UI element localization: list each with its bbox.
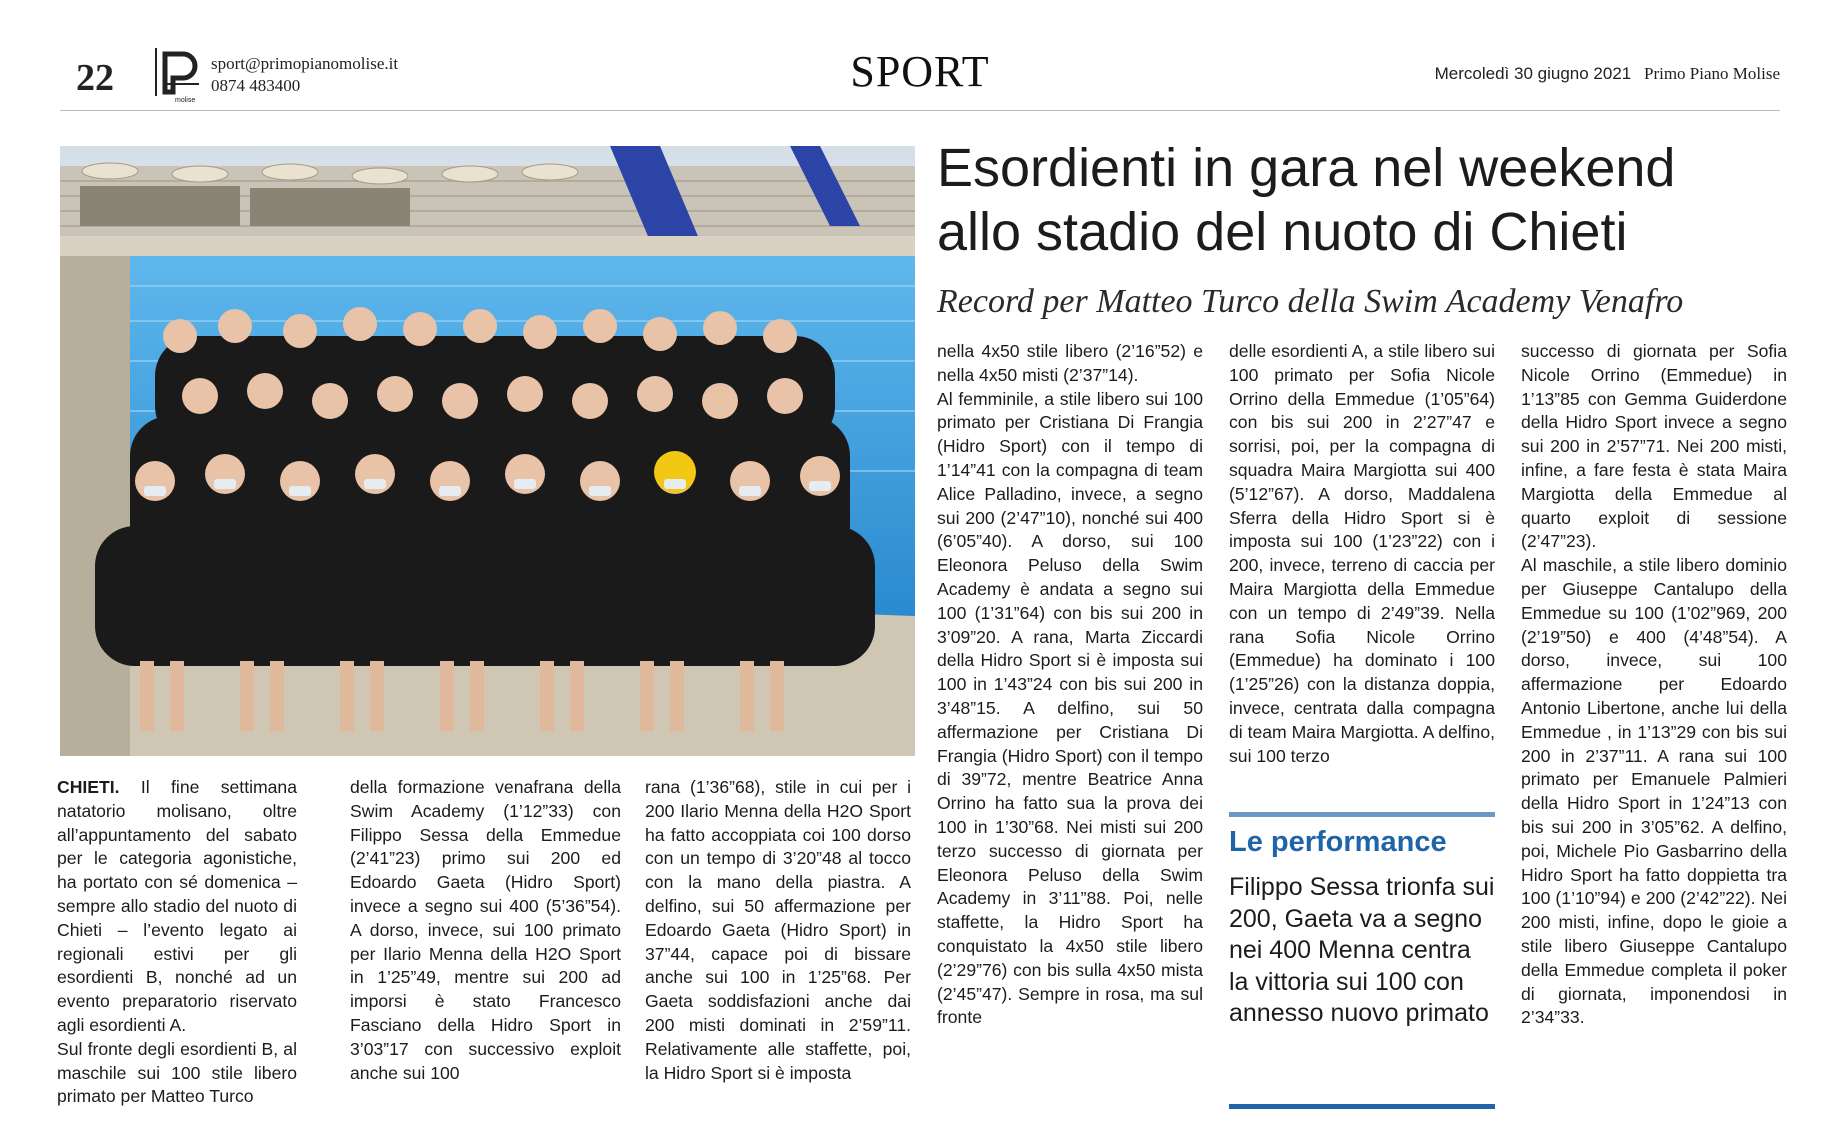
article-column-4 — [937, 340, 1203, 1030]
article-column-1 — [57, 776, 297, 1109]
dateline — [1435, 64, 1780, 84]
paragraph: della formazione venafrana della Swim Academy (1’12”33) con Filippo Sessa della Emmedue (2’41”23) primo sui 200 ed Edoardo Gaeta (Hidro Sport) invece a segno sui 400 (5’36”54). A dorso, invece, sui 100 primato per Ilario Menna della H2O Sport in 1’25”49, mentre sui 200 ad imporsi è stato Francesco Fasciano della Hidro Sport in 3’03”17 con successivo exploit anche sui 100 — [350, 777, 621, 1083]
dateline-place: CHIETI. — [57, 777, 120, 797]
team-photo — [60, 146, 915, 756]
box-title: Le performance — [1229, 826, 1447, 858]
paragraph: Sul fronte degli esordienti B, al maschile sui 100 stile libero primato per Matteo Turco — [57, 1038, 297, 1107]
paragraph: rana (1’36”68), stile in cui per i 200 Ilario Menna della H2O Sport ha fatto accoppiata coi 100 dorso con un tempo di 3’20”48 al tocco con la mano della piastra. A delfino, sui 50 affermazione per Edoardo Gaeta (Hidro Sport) in 37”44, capace poi di bissare anche sui 100 in 1’25”68. Per Gaeta soddisfazioni anche dai 200 misti dominati in 2’59”11. Relativamente alle staffette, poi, la Hidro Sport si è imposta — [645, 777, 911, 1083]
issue-date: Mercoledì 30 giugno 2021 — [1434, 64, 1632, 83]
box-top-rule — [1229, 812, 1495, 817]
paragraph: Al maschile, a stile libero dominio per Giuseppe Cantalupo della Emmedue su 100 (1’02”969, 200 (2’19”50) e 400 (4’48”54). A dorso, invece, sui 100 affermazione per Edoardo Antonio Libertone, anche lui della Emmedue , in 1’13”29 con bis sui 200 in 2’37”11. A rana sui 100 primato per Emanuele Palmieri della Hidro Sport in 1’24”13 con bis sui 200 in 3’05”62. A delfino, poi, Michele Pio Gasbarrino della Hidro Sport ha fatto doppietta tra 100 (1’10”94) e 200 (2’42”22). Nei 200 misti, infine, dopo le gioie a stile libero Giuseppe Cantalupo della Emmedue completa il poker di giornata, imponendosi in 2’34”33. — [1521, 555, 1787, 1028]
paragraph: delle esordienti A, a stile libero sui 100 primato per Sofia Nicole Orrino della Emmedue (1’05”64) con bis sui 200 in 2’27”47 e sorrisi, poi, per la compagna di squadra Maira Margiotta sui 400 (5’12”67). A dorso, Maddalena Sferra della Hidro Sport si è imposta sui 100 (1’23”22) con i 200, invece, terreno di caccia per Maira Margiotta della Emmedue con un tempo di 2’49”39. Nella rana Sofia Nicole Orrino (Emmedue) ha dominato i 100 (1’25”26) con la distanza doppia, invece, centrata dalla compagna di team Maira Margiotta. A delfino, sui 100 terzo — [1229, 341, 1495, 766]
article-column-5 — [1229, 340, 1495, 768]
contact-phone: 0874 483400 — [211, 76, 301, 95]
box-text: Filippo Sessa trionfa sui 200, Gaeta va a segno nei 400 Menna centra la vittoria sui 100 con annesso nuovo primato — [1229, 873, 1495, 1027]
logo-text: molise — [175, 97, 196, 104]
box-bottom-rule — [1229, 1104, 1495, 1109]
article-subheadline: Record per Matteo Turco della Swim Academy Venafro — [937, 283, 1684, 320]
header-rule — [60, 110, 1780, 111]
section-title: SPORT — [850, 47, 990, 96]
article-headline — [937, 136, 1777, 264]
article-column-3 — [645, 776, 911, 1085]
paragraph: Al femminile, a stile libero sui 100 primato per Cristiana Di Frangia (Hidro Sport) con il tempo di 1’14”41 con la compagna di team Alice Palladino, invece, a segno sui 200 (2’47”10), nonché sui 400 (6’05”40). A dorso, sui 100 Eleonora Peluso della Swim Academy è andata a segno sui 100 (1’31”64) con bis sui 200 in 3’09”20. A rana, Marta Ziccardi della Hidro Sport si è imposta sui 100 in 1’43”24 con bis sui 200 in 3’48”15. A delfino, sui 50 affermazione per Cristiana Di Frangia (Hidro Sport) con il tempo di 39”72, mentre Beatrice Anna Orrino ha fatto sua la prova dei 100 in 1’30”68. Nei misti sui 200 terzo successo di giornata per Eleonora Peluso della Swim Academy in 3’11”88. Poi, nelle staffette, la Hidro Sport ha conquistato la 4x50 stile libero (2’29”76) con bis sulla 4x50 mista (2’45”47). Sempre in rosa, ma sul fronte — [937, 388, 1203, 1028]
paragraph: successo di giornata per Sofia Nicole Orrino (Emmedue) in 1’13”85 con Gemma Guiderdone della Hidro Sport invece a segno sui 200 in 2’57”71. Nei 200 misti, infine, a fare festa è stata Maira Margiotta della Emmedue al quarto exploit di sessione (2’47”23). — [1521, 341, 1787, 552]
headline-line-1: Esordienti in gara nel weekend — [937, 138, 1676, 198]
page-number: 22 — [76, 57, 114, 99]
article-column-6 — [1521, 340, 1787, 1030]
paragraph: CHIETI. Il fine settimana natatorio molisano, oltre all’appuntamento del sabato per le categoria agonistiche, ha portato con sé domenica – sempre allo stadio del nuoto di Chieti – l’evento legato ai regionali estivi per gli esordienti B, nonché ad un evento preparatorio riservato agli esordienti A. — [57, 777, 297, 1035]
publication-name: Primo Piano Molise — [1643, 64, 1780, 83]
article-column-2 — [350, 776, 621, 1085]
contact-email: sport@primopianomolise.it — [211, 54, 399, 73]
paragraph: nella 4x50 stile libero (2’16”52) e nella 4x50 misti (2’37”14). — [937, 341, 1203, 385]
headline-line-2: allo stadio del nuoto di Chieti — [937, 202, 1628, 262]
